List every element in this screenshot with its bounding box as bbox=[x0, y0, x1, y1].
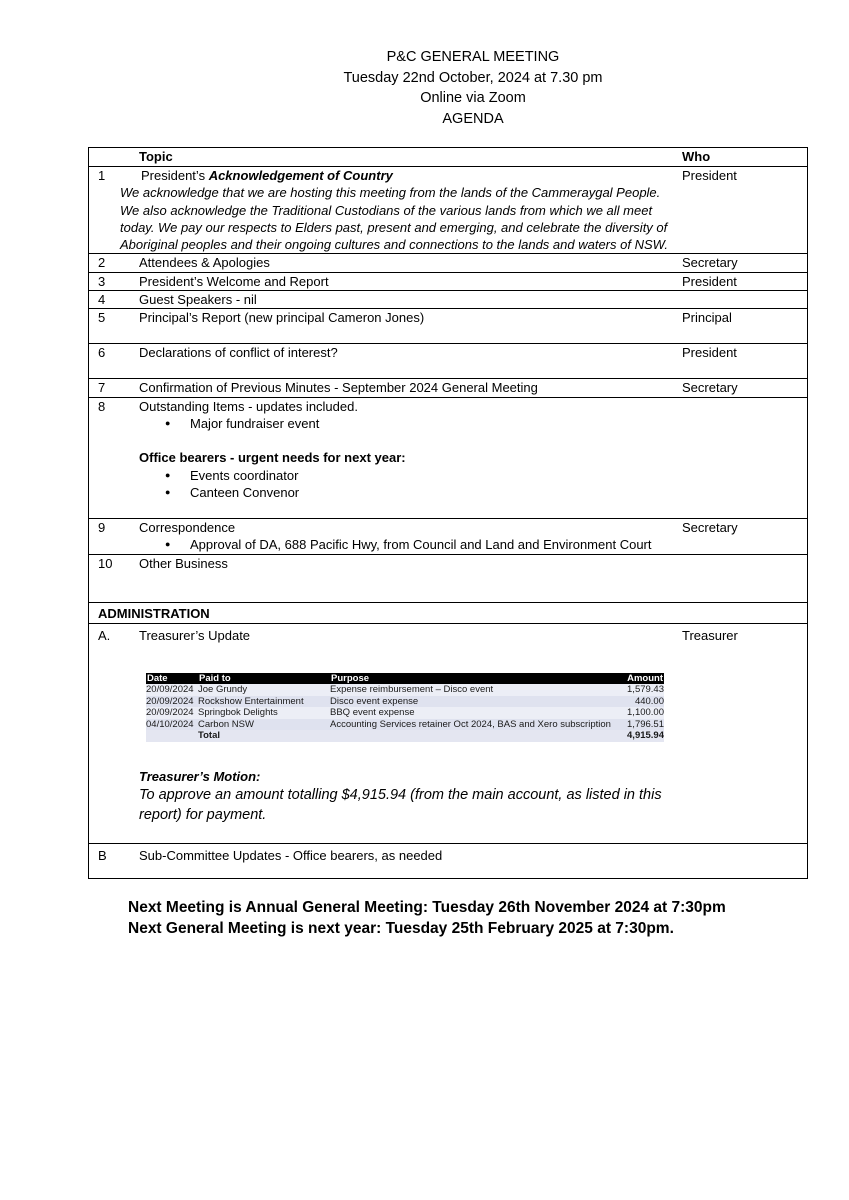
item-number: 7 bbox=[89, 379, 140, 397]
agenda-heading: AGENDA bbox=[442, 110, 504, 127]
ledger-total-value: 4,915.94 bbox=[614, 730, 664, 742]
ledger-header-paid-to: Paid to bbox=[198, 673, 330, 685]
bullet-list bbox=[139, 467, 682, 502]
item-number: 5 bbox=[89, 309, 140, 344]
document-header bbox=[0, 47, 849, 129]
item-topic: Guest Speakers - nil bbox=[139, 291, 682, 309]
item-who: Treasurer bbox=[682, 623, 808, 844]
item-who bbox=[682, 291, 808, 309]
treasurer-motion-text: To approve an amount totalling $4,915.94 (from the main account, as listed in this report) for payment. bbox=[139, 787, 662, 824]
who-column-header: Who bbox=[682, 148, 808, 167]
agenda-table bbox=[88, 147, 808, 879]
ledger-total-row bbox=[146, 730, 664, 742]
item-number: 3 bbox=[89, 272, 140, 290]
ledger-header-date: Date bbox=[146, 673, 198, 685]
office-bearers-heading: Office bearers - urgent needs for next year: bbox=[139, 450, 406, 466]
item-number: 8 bbox=[89, 397, 140, 518]
agenda-row-10 bbox=[89, 554, 808, 602]
topic-column-header: Topic bbox=[139, 148, 682, 167]
agenda-row-7 bbox=[89, 379, 808, 397]
item-topic-title: Acknowledgement of Country bbox=[208, 168, 393, 183]
table-row: 20/09/2024 Rockshow Entertainment Disco event expense 440.00 bbox=[146, 695, 664, 707]
item-who: President bbox=[682, 272, 808, 290]
bullet-list bbox=[139, 415, 682, 432]
agenda-row-9 bbox=[89, 518, 808, 554]
item-topic: Correspondence bbox=[139, 519, 236, 535]
table-row: 20/09/2024 Springbok Delights BBQ event expense 1,100.00 bbox=[146, 707, 664, 719]
item-topic: Outstanding Items - updates included. bbox=[139, 398, 358, 414]
administration-heading-row bbox=[89, 602, 808, 623]
table-row: 20/09/2024 Joe Grundy Expense reimbursement – Disco event 1,579.43 bbox=[146, 684, 664, 696]
table-header-row bbox=[89, 148, 808, 167]
agenda-row-a bbox=[89, 623, 808, 844]
next-meeting-notice bbox=[128, 897, 726, 939]
item-who: President bbox=[682, 344, 808, 379]
agenda-row-6 bbox=[89, 344, 808, 379]
item-topic: Confirmation of Previous Minutes - September 2024 General Meeting bbox=[139, 379, 682, 397]
item-topic: President’s Welcome and Report bbox=[139, 272, 682, 290]
item-number: 6 bbox=[89, 344, 140, 379]
meeting-title: P&C GENERAL MEETING bbox=[386, 49, 560, 65]
expense-ledger-table bbox=[146, 673, 664, 742]
item-number: 1 bbox=[89, 167, 140, 254]
list-item: ● Events coordinator bbox=[139, 467, 682, 484]
next-agm-line: Next Meeting is Annual General Meeting: Tuesday 26th November 2024 at 7:30pm bbox=[128, 899, 726, 916]
item-number: 9 bbox=[89, 518, 140, 554]
item-topic: Principal’s Report (new principal Cameron Jones) bbox=[139, 309, 682, 344]
agenda-row-b bbox=[89, 844, 808, 879]
agenda-row-1 bbox=[89, 167, 808, 254]
item-number: 2 bbox=[89, 254, 140, 272]
ledger-header-purpose: Purpose bbox=[330, 673, 614, 685]
table-row: 04/10/2024 Carbon NSW Accounting Services retainer Oct 2024, BAS and Xero subscription 1,796.51 bbox=[146, 718, 664, 730]
treasurer-motion-title: Treasurer’s Motion: bbox=[139, 768, 261, 784]
item-topic: Other Business bbox=[139, 554, 682, 602]
agenda-row-4 bbox=[89, 291, 808, 309]
item-topic-prefix: President’s bbox=[141, 168, 209, 183]
item-topic: Sub-Committee Updates - Office bearers, as needed bbox=[139, 844, 682, 879]
item-number: B bbox=[89, 844, 140, 879]
agenda-row-5 bbox=[89, 309, 808, 344]
item-who: President bbox=[682, 167, 808, 254]
item-who: Secretary bbox=[682, 379, 808, 397]
meeting-location: Online via Zoom bbox=[420, 90, 526, 106]
item-topic: Declarations of conflict of interest? bbox=[139, 344, 682, 379]
item-topic: Attendees & Apologies bbox=[139, 254, 682, 272]
acknowledgement-text: We acknowledge that we are hosting this meeting from the lands of the Cammeraygal People. We also acknowledge the Traditional Custodians of the various lands from which we all meet today. We pay our respects to Elders past, present and emerging, and celebrate the diversity of Aboriginal peoples and their ongoing cultures and connections to the lands and waters of NSW. bbox=[120, 185, 669, 253]
meeting-date: Tuesday 22nd October, 2024 at 7.30 pm bbox=[343, 69, 603, 86]
next-general-meeting-line: Next General Meeting is next year: Tuesday 25th February 2025 at 7:30pm. bbox=[128, 920, 674, 937]
ledger-header-row bbox=[146, 673, 664, 685]
item-number: 10 bbox=[89, 554, 140, 602]
ledger-header-amount: Amount bbox=[614, 673, 664, 685]
item-who: Secretary bbox=[682, 518, 808, 554]
list-item: ● Canteen Convenor bbox=[139, 484, 682, 501]
ledger-total-label: Total bbox=[198, 730, 330, 742]
agenda-row-8 bbox=[89, 397, 808, 518]
item-number: A. bbox=[89, 623, 140, 844]
bullet-list bbox=[139, 536, 682, 553]
list-item: ● Major fundraiser event bbox=[139, 415, 682, 432]
item-number: 4 bbox=[89, 291, 140, 309]
item-topic: Treasurer’s Update bbox=[139, 627, 251, 643]
agenda-row-3 bbox=[89, 272, 808, 290]
agenda-row-2 bbox=[89, 254, 808, 272]
list-item: ● Approval of DA, 688 Pacific Hwy, from Council and Land and Environment Court bbox=[139, 536, 682, 553]
item-who: Principal bbox=[682, 309, 808, 344]
administration-heading: ADMINISTRATION bbox=[89, 602, 808, 623]
item-who: Secretary bbox=[682, 254, 808, 272]
